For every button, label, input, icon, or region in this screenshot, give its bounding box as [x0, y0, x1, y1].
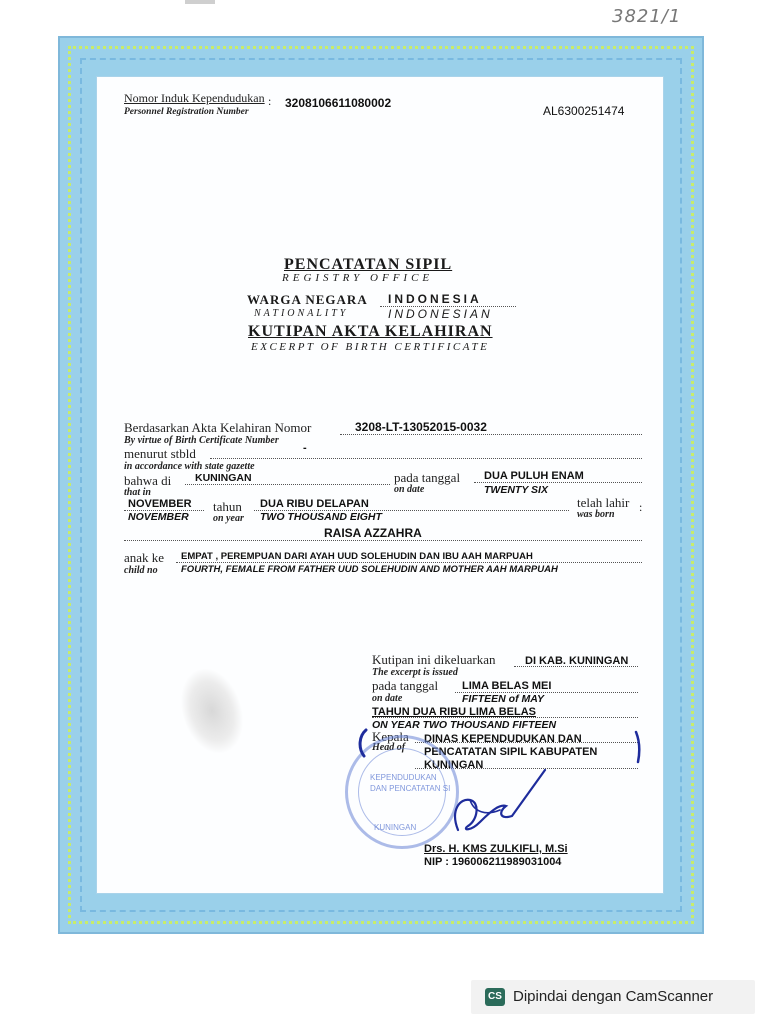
year-value: DUA RIBU DELAPAN	[260, 498, 369, 510]
child-value: EMPAT , PEREMPUAN DARI AYAH UUD SOLEHUDIN DAN IBU AAH MARPUAH	[181, 551, 533, 562]
date-label: pada tanggal	[394, 470, 461, 485]
month-value: NOVEMBER	[128, 498, 192, 510]
office-line1: DINAS KEPENDUDUKAN DAN	[424, 733, 582, 745]
certificate-title: KUTIPAN AKTA KELAHIRAN	[248, 323, 493, 340]
pen-mark-left	[355, 728, 369, 758]
official-name: Drs. H. KMS ZULKIFLI, M.Si	[424, 843, 568, 855]
nik-value: 3208106611080002	[285, 96, 392, 110]
serial-number: AL6300251474	[543, 104, 625, 118]
date-value: DUA PULUH ENAM	[484, 470, 584, 482]
stbld-label: menurut stbld	[124, 446, 196, 461]
born-label: telah lahir	[577, 495, 630, 510]
nationality-label: WARGA NEGARA	[247, 292, 368, 307]
year-label: tahun	[213, 499, 242, 514]
born-label-en: was born	[577, 509, 615, 520]
stbld-label-en: in accordance with state gazette	[124, 461, 255, 472]
place-value: KUNINGAN	[195, 472, 252, 484]
place-label: bahwa di	[124, 473, 172, 488]
issue-year-value: TAHUN DUA RIBU LIMA BELAS	[372, 706, 536, 718]
head-label-en: Head of	[372, 742, 406, 753]
issued-label: Kutipan ini dikeluarkan	[372, 652, 496, 667]
cert-number-label: Berdasarkan Akta Kelahiran Nomor	[124, 420, 312, 435]
child-name: RAISA AZZAHRA	[324, 526, 422, 540]
scan-smudge	[185, 0, 215, 4]
office-line2: PENCATATAN SIPIL KABUPATEN	[424, 746, 598, 758]
signature	[440, 760, 560, 840]
place-label-en: that in	[124, 487, 151, 498]
date-value-en: TWENTY SIX	[484, 484, 548, 496]
child-value-en: FOURTH, FEMALE FROM FATHER UUD SOLEHUDIN AND MOTHER AAH MARPUAH	[181, 564, 558, 575]
child-label-en: child no	[124, 565, 158, 576]
nationality-label-en: NATIONALITY	[254, 308, 349, 319]
nationality-value-en: INDONESIAN	[388, 307, 493, 321]
stamp-text: KEPENDUDUKAN DAN PENCATATAN SI KUNINGAN	[370, 773, 451, 832]
year-value-en: TWO THOUSAND EIGHT	[260, 511, 382, 523]
camscanner-badge	[471, 980, 755, 1014]
child-label: anak ke	[124, 550, 165, 565]
nationality-value: INDONESIA	[388, 292, 482, 306]
cert-number-value: 3208-LT-13052015-0032	[355, 420, 487, 434]
issued-value: DI KAB. KUNINGAN	[525, 655, 629, 667]
registry-title: PENCATATAN SIPIL	[284, 256, 453, 273]
issue-date-label-en: on date	[372, 693, 403, 704]
issue-date-value-en: FIFTEEN of MAY	[462, 693, 545, 705]
nik-label: Nomor Induk Kependudukan	[124, 91, 265, 105]
issued-label-en: The excerpt is issued	[372, 667, 458, 678]
office-line3: KUNINGAN	[424, 759, 484, 771]
date-label-en: on date	[394, 484, 425, 495]
cert-number-label-en: By virtue of Birth Certificate Number	[124, 435, 279, 446]
month-value-en: NOVEMBER	[128, 511, 189, 523]
issue-date-label: pada tanggal	[372, 678, 439, 693]
stbld-value: -	[303, 442, 307, 454]
official-nip: NIP : 196006211989031004	[424, 856, 562, 868]
registry-title-en: REGISTRY OFFICE	[282, 272, 434, 284]
issue-year-value-en: ON YEAR TWO THOUSAND FIFTEEN	[372, 719, 557, 731]
camscanner-text: Dipindai dengan CamScanner	[513, 988, 714, 1005]
head-label: Kepala	[372, 729, 409, 744]
nik-label-en: Personnel Registration Number	[124, 107, 249, 117]
camscanner-icon: CS	[485, 988, 505, 1006]
handwritten-note: 3821/1	[612, 6, 682, 27]
year-label-en: on year	[213, 513, 244, 524]
pen-mark-right	[630, 730, 644, 764]
certificate-title-en: EXCERPT OF BIRTH CERTIFICATE	[251, 341, 490, 353]
issue-date-value: LIMA BELAS MEI	[462, 680, 552, 692]
